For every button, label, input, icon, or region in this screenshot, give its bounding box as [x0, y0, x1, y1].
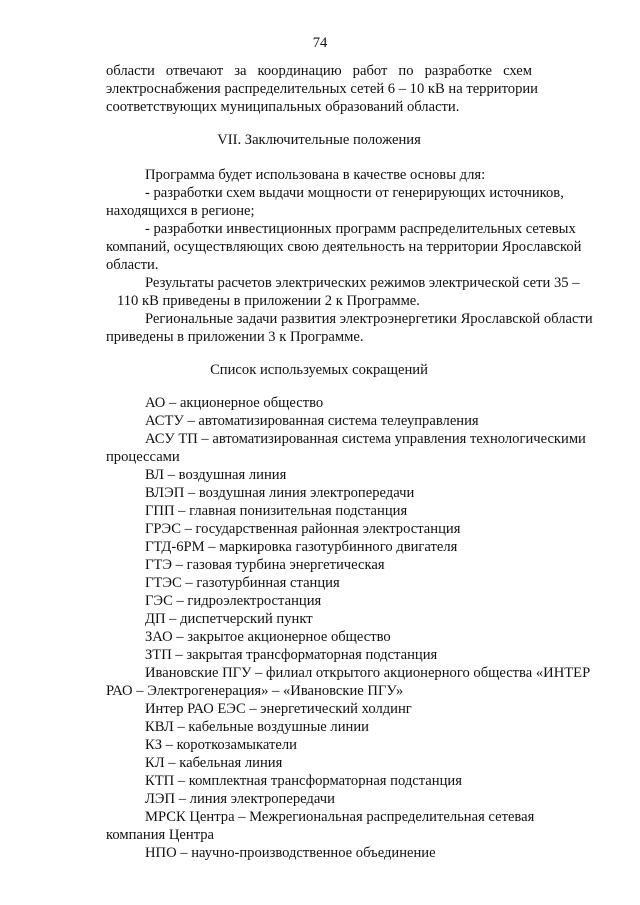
abbreviation-entry: АСУ ТП – автоматизированная система управления технологическими	[145, 431, 586, 447]
section-7-paragraph: Региональные задачи развития электроэнергетики Ярославской области	[145, 311, 593, 327]
section-7-paragraph: - разработки схем выдачи мощности от генерирующих источников,	[145, 185, 564, 201]
page-number: 74	[312, 35, 328, 51]
abbreviation-entry: ГТЭС – газотурбинная станция	[145, 575, 340, 591]
abbreviation-entry: КЗ – короткозамыкатели	[145, 737, 297, 753]
abbreviation-entry: АО – акционерное общество	[145, 395, 324, 411]
abbreviation-entry: процессами	[106, 449, 180, 465]
abbreviation-entry: КЛ – кабельная линия	[145, 755, 283, 771]
abbreviation-entry: ДП – диспетчерский пункт	[145, 611, 313, 627]
abbreviation-entry: компания Центра	[106, 827, 215, 843]
intro-line-1: области отвечают за координацию работ по разработке схем	[106, 63, 532, 79]
section-7-paragraph: 110 кВ приведены в приложении 2 к Программе.	[117, 293, 420, 309]
abbreviation-entry: ГПП – главная понизительная подстанция	[145, 503, 408, 519]
section-7-paragraph: находящихся в регионе;	[106, 203, 255, 219]
abbreviation-entry: РАО – Электрогенерация» – «Ивановские ПГУ»	[106, 683, 404, 699]
abbreviation-entry: Ивановские ПГУ – филиал открытого акционерного общества «ИНТЕР	[145, 665, 591, 681]
section-7-paragraph: - разработки инвестиционных программ распределительных сетевых	[145, 221, 576, 237]
abbreviation-entry: ЗТП – закрытая трансформаторная подстанция	[145, 647, 438, 663]
section-7-paragraph: приведены в приложении 3 к Программе.	[106, 329, 364, 345]
section-7-paragraph: Результаты расчетов электрических режимов электрической сети 35 –	[145, 275, 580, 291]
abbreviations-heading: Список используемых сокращений	[210, 362, 428, 378]
abbreviation-entry: ЛЭП – линия электропередачи	[145, 791, 335, 807]
abbreviation-entry: КТП – комплектная трансформаторная подстанция	[145, 773, 462, 789]
abbreviation-entry: ГТД-6РМ – маркировка газотурбинного двигателя	[145, 539, 458, 555]
section-7-paragraph: компаний, осуществляющих свою деятельность на территории Ярославской	[106, 239, 582, 255]
section-7-paragraph: области.	[106, 257, 159, 273]
abbreviation-entry: НПО – научно-производственное объединение	[145, 845, 436, 861]
abbreviation-entry: ГРЭС – государственная районная электростанция	[145, 521, 461, 537]
abbreviation-entry: АСТУ – автоматизированная система телеуправления	[145, 413, 479, 429]
section-7-heading: VII. Заключительные положения	[217, 132, 421, 148]
abbreviation-entry: МРСК Центра – Межрегиональная распределительная сетевая	[145, 809, 535, 825]
abbreviation-entry: ВЛЭП – воздушная линия электропередачи	[145, 485, 415, 501]
abbreviation-entry: КВЛ – кабельные воздушные линии	[145, 719, 369, 735]
abbreviation-entry: ВЛ – воздушная линия	[145, 467, 287, 483]
abbreviation-entry: Интер РАО ЕЭС – энергетический холдинг	[145, 701, 412, 717]
intro-line-2: электроснабжения распределительных сетей 6 – 10 кВ на территории	[106, 81, 538, 97]
intro-line-3: соответствующих муниципальных образований области.	[106, 99, 460, 115]
abbreviation-entry: ГТЭ – газовая турбина энергетическая	[145, 557, 385, 573]
abbreviation-entry: ГЭС – гидроэлектростанция	[145, 593, 322, 609]
abbreviation-entry: ЗАО – закрытое акционерное общество	[145, 629, 391, 645]
section-7-paragraph: Программа будет использована в качестве основы для:	[145, 167, 486, 183]
